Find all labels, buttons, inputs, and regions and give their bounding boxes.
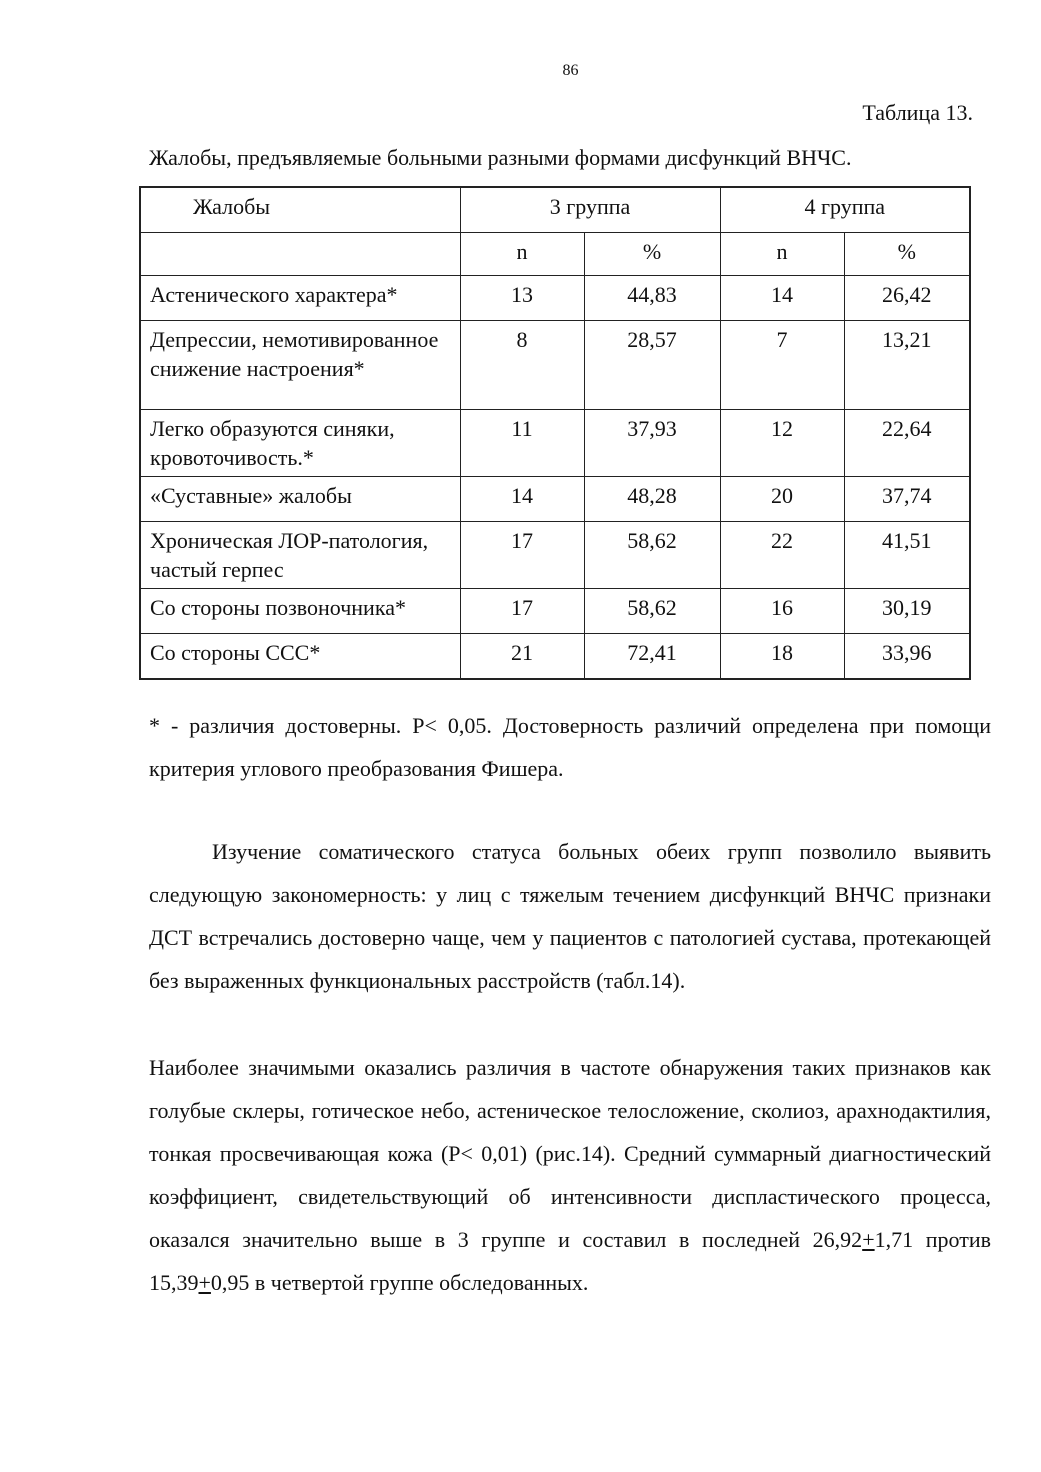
cell-n-group3: 8 (460, 321, 584, 410)
table-row (140, 321, 970, 410)
cell-n-group4: 7 (720, 321, 844, 410)
header-complaints: Жалобы (140, 187, 460, 233)
cell-complaint: «Суставные» жалобы (140, 477, 460, 522)
plus-minus-sign: + (198, 1270, 211, 1295)
header-group3: 3 группа (460, 187, 720, 233)
cell-n-group3: 11 (460, 410, 584, 477)
cell-pct-group4: 30,19 (844, 589, 970, 634)
cell-n-group3: 14 (460, 477, 584, 522)
table-row (140, 276, 970, 321)
table-row (140, 634, 970, 680)
table-row (140, 522, 970, 589)
cell-pct-group4: 13,21 (844, 321, 970, 410)
cell-n-group3: 17 (460, 589, 584, 634)
table-row (140, 589, 970, 634)
header-group4: 4 группа (720, 187, 970, 233)
cell-pct-group3: 28,57 (584, 321, 720, 410)
cell-complaint: Депрессии, немотивированное снижение настроения* (140, 321, 460, 410)
table-subheader-row (140, 233, 970, 276)
cell-pct-group4: 33,96 (844, 634, 970, 680)
cell-n-group4: 12 (720, 410, 844, 477)
page-number: 86 (562, 62, 579, 79)
cell-pct-group4: 37,74 (844, 477, 970, 522)
cell-pct-group3: 58,62 (584, 589, 720, 634)
cell-n-group3: 21 (460, 634, 584, 680)
paragraph-somatic-status: Изучение соматического статуса больных обеих групп позволило выявить следующую закономерность: у лиц с тяжелым течением дисфункций ВНЧС признаки ДСТ встречались достоверно чаще, чем у пациентов с патологией сустава, протекающей без выраженных функциональных расстройств (табл.14). (149, 839, 991, 993)
plus-minus-sign: + (862, 1227, 875, 1252)
cell-pct-group3: 48,28 (584, 477, 720, 522)
cell-pct-group3: 72,41 (584, 634, 720, 680)
table-caption: Жалобы, предъявляемые больными разными формами дисфункций ВНЧС. (149, 145, 852, 170)
table-label: Таблица 13. (862, 100, 973, 125)
cell-n-group4: 22 (720, 522, 844, 589)
subheader-n4: n (720, 233, 844, 276)
cell-complaint: Со стороны позвоночника* (140, 589, 460, 634)
subheader-pct4: % (844, 233, 970, 276)
cell-pct-group3: 37,93 (584, 410, 720, 477)
cell-n-group4: 18 (720, 634, 844, 680)
subheader-n3: n (460, 233, 584, 276)
cell-pct-group4: 22,64 (844, 410, 970, 477)
paragraph2-end: 0,95 в четвертой группе обследованных. (210, 1270, 589, 1295)
cell-complaint: Со стороны ССС* (140, 634, 460, 680)
table-row (140, 477, 970, 522)
cell-complaint: Хроническая ЛОР-патология, частый герпес (140, 522, 460, 589)
table-row (140, 410, 970, 477)
complaints-table (139, 186, 971, 680)
cell-n-group4: 16 (720, 589, 844, 634)
cell-n-group4: 20 (720, 477, 844, 522)
paragraph2-mid: 1,71 против 15,39 (149, 1227, 992, 1295)
cell-complaint: Астенического характера* (140, 276, 460, 321)
subheader-empty (140, 233, 460, 276)
cell-complaint: Легко образуются синяки, кровоточивость.* (140, 410, 460, 477)
table-header-row (140, 187, 970, 233)
subheader-pct3: % (584, 233, 720, 276)
cell-pct-group3: 44,83 (584, 276, 720, 321)
cell-pct-group4: 41,51 (844, 522, 970, 589)
paragraph-significant-differences (149, 1046, 991, 1304)
cell-n-group3: 13 (460, 276, 584, 321)
cell-n-group4: 14 (720, 276, 844, 321)
cell-n-group3: 17 (460, 522, 584, 589)
cell-pct-group3: 58,62 (584, 522, 720, 589)
table-footnote: * - различия достоверны. Р< 0,05. Достоверность различий определена при помощи критерия углового преобразования Фишера. (149, 713, 991, 781)
paragraph2-start: Наиболее значимыми оказались различия в частоте обнаружения таких признаков как голубые склеры, готическое небо, астеническое телосложение, сколиоз, арахнодактилия, тонкая просвечивающая кожа (Р< 0,01) (рис.14). Средний суммарный диагностический коэффициент, свидетельствующий об интенсивности диспластического процесса, оказался значительно выше в 3 группе и составил в последней 26,92 (149, 1055, 991, 1252)
cell-pct-group4: 26,42 (844, 276, 970, 321)
